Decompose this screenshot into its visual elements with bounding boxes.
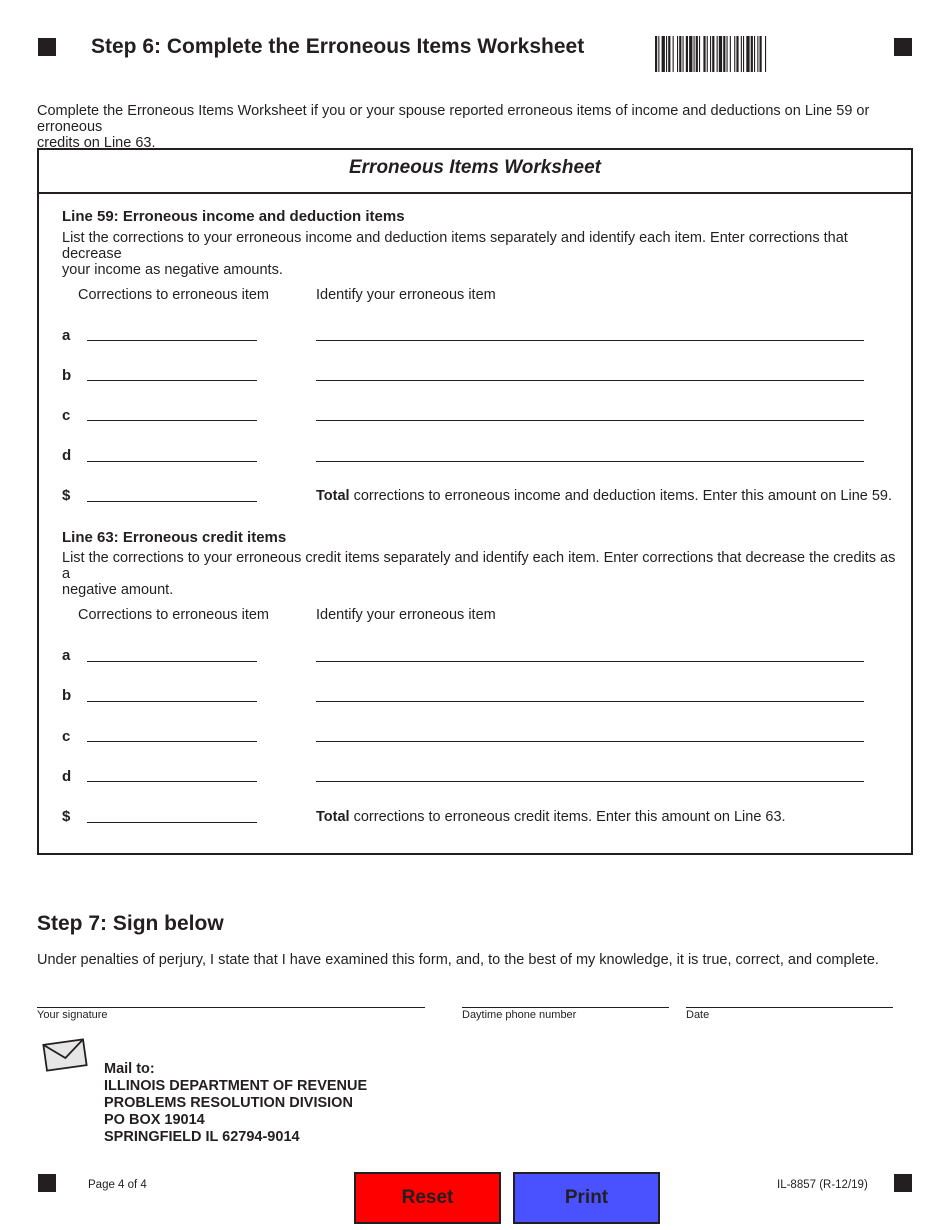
signature-label: Your signature (37, 1009, 108, 1021)
mail-address-line-4: SPRINGFIELD IL 62794-9014 (104, 1129, 300, 1145)
line63-total-rest: corrections to erroneous credit items. Enter this amount on Line 63. (349, 809, 786, 825)
form-id: IL-8857 (R-12/19) (777, 1179, 868, 1191)
registration-mark-bottom-right (894, 1174, 912, 1192)
line59-total-rest: corrections to erroneous income and deduction items. Enter this amount on Line 59. (349, 488, 893, 504)
line59-correction-b[interactable] (87, 358, 257, 381)
line63-total-bold: Total (316, 809, 350, 825)
line63-identify-a[interactable] (316, 639, 864, 662)
line63-identify-c[interactable] (316, 719, 864, 742)
line59-identify-a[interactable] (316, 318, 864, 341)
page-number: Page 4 of 4 (88, 1179, 147, 1191)
line59-correction-a[interactable] (87, 318, 257, 341)
line59-row-letter: a (62, 327, 71, 344)
line63-correction-d[interactable] (87, 759, 257, 782)
line63-title: Line 63: Erroneous credit items (62, 529, 287, 546)
registration-mark-bottom-left (38, 1174, 56, 1192)
line59-col-corrections: Corrections to erroneous item (78, 287, 269, 303)
line59-desc-1: List the corrections to your erroneous income and deduction items separately and identify each item. Enter corrections that decrease (62, 230, 848, 262)
mail-address-line-1: ILLINOIS DEPARTMENT OF REVENUE (104, 1078, 368, 1094)
line63-col-identify: Identify your erroneous item (316, 607, 496, 623)
daytime-phone-label: Daytime phone number (462, 1009, 577, 1021)
line63-correction-a[interactable] (87, 639, 257, 662)
line59-title: Line 59: Erroneous income and deduction items (62, 208, 405, 225)
date-field[interactable] (686, 985, 893, 1008)
line63-row-letter: b (62, 687, 72, 704)
line63-total-text (316, 809, 786, 825)
line63-identify-b[interactable] (316, 679, 864, 702)
barcode-image (655, 36, 851, 72)
line59-identify-b[interactable] (316, 358, 864, 381)
line59-row-letter: b (62, 367, 72, 384)
worksheet-title: Erroneous Items Worksheet (39, 150, 911, 194)
envelope-icon (41, 1036, 89, 1074)
line59-total-symbol: $ (62, 487, 71, 504)
line59-col-identify: Identify your erroneous item (316, 287, 496, 303)
line63-total-input[interactable] (87, 800, 257, 823)
line59-identify-d[interactable] (316, 439, 864, 462)
intro-line-1: Complete the Erroneous Items Worksheet if you or your spouse reported erroneous items of income and deductions on Line 59 or erroneous (37, 103, 870, 135)
intro-line-2: credits on Line 63. (37, 135, 156, 151)
line63-row-letter: a (62, 647, 71, 664)
line59-correction-d[interactable] (87, 439, 257, 462)
daytime-phone-field[interactable] (462, 985, 669, 1008)
line63-correction-b[interactable] (87, 679, 257, 702)
line63-desc-2: negative amount. (62, 582, 174, 598)
line59-identify-c[interactable] (316, 398, 864, 421)
signature-field[interactable] (37, 985, 425, 1008)
line59-row-letter: c (62, 407, 71, 424)
line59-row-letter: d (62, 447, 72, 464)
mail-address-line-3: PO BOX 19014 (104, 1112, 205, 1128)
line63-row-letter: d (62, 768, 72, 785)
line59-correction-c[interactable] (87, 398, 257, 421)
print-button[interactable]: Print (513, 1172, 660, 1224)
line59-total-text (316, 488, 892, 504)
mail-address-block (104, 1061, 367, 1146)
mail-address-line-2: PROBLEMS RESOLUTION DIVISION (104, 1095, 353, 1111)
line59-description (62, 230, 902, 278)
step6-title: Step 6: Complete the Erroneous Items Worksheet (91, 35, 585, 58)
registration-mark-top-right (894, 38, 912, 56)
line63-col-corrections: Corrections to erroneous item (78, 607, 269, 623)
line63-desc-1: List the corrections to your erroneous credit items separately and identify each item. Enter corrections that decrease the credits as a (62, 550, 896, 582)
step7-title: Step 7: Sign below (37, 912, 224, 935)
registration-mark-top-left (38, 38, 56, 56)
reset-button[interactable]: Reset (354, 1172, 501, 1224)
mail-to-label: Mail to: (104, 1061, 155, 1077)
perjury-statement: Under penalties of perjury, I state that I have examined this form, and, to the best of my knowledge, it is true, correct, and complete. (37, 952, 879, 968)
line59-total-input[interactable] (87, 479, 257, 502)
line59-total-bold: Total (316, 488, 350, 504)
line63-identify-d[interactable] (316, 759, 864, 782)
line63-correction-c[interactable] (87, 719, 257, 742)
line63-description (62, 550, 902, 598)
intro-text (37, 103, 917, 151)
line59-desc-2: your income as negative amounts. (62, 262, 283, 278)
line63-row-letter: c (62, 728, 71, 745)
date-label: Date (686, 1009, 710, 1021)
line63-total-symbol: $ (62, 808, 71, 825)
